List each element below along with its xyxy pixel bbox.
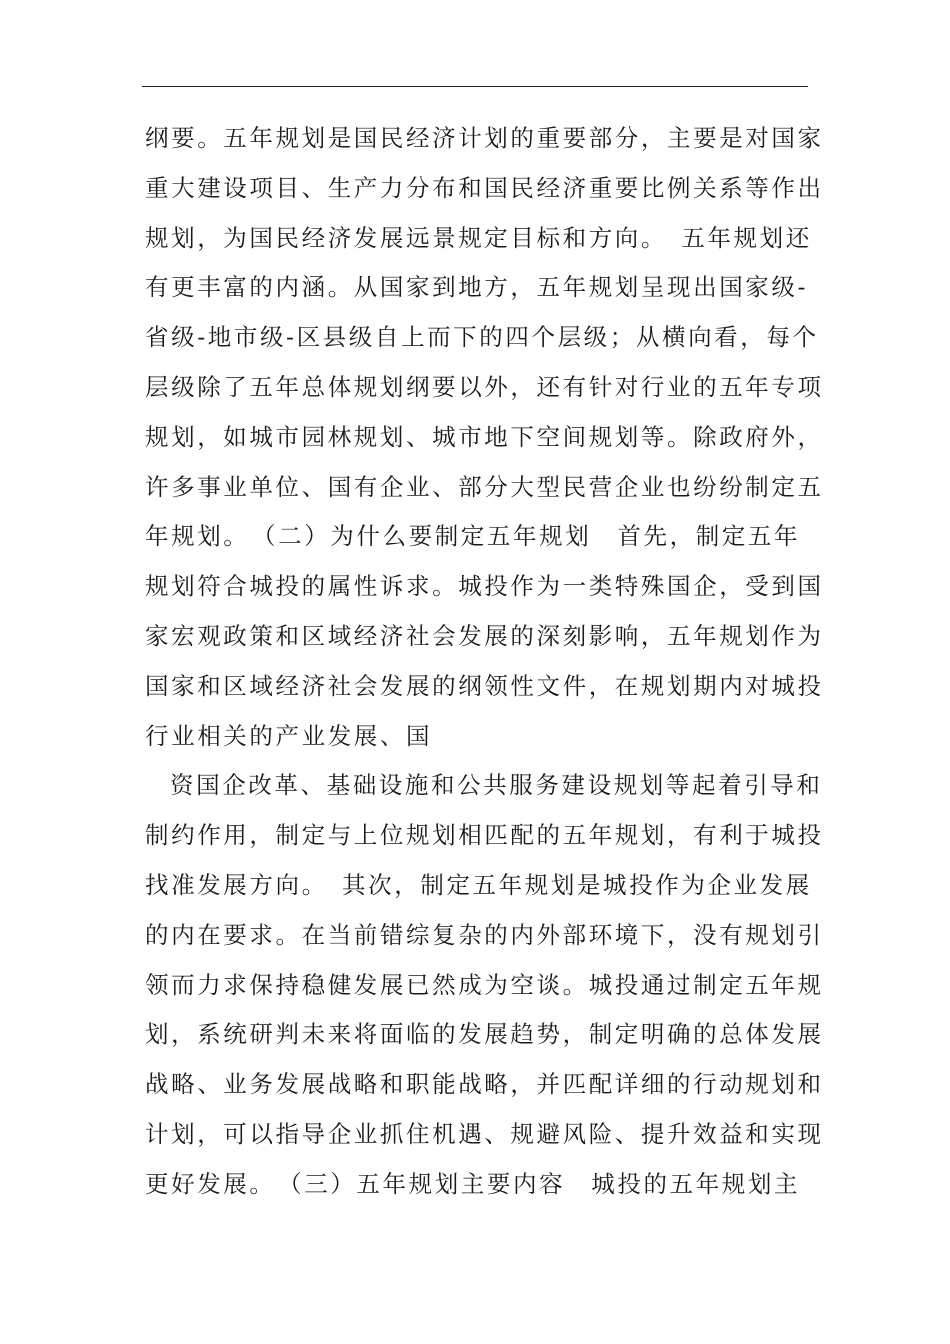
text-line: 规划符合城投的属性诉求。城投作为一类特殊国企，受到国	[145, 572, 824, 601]
body-text	[145, 114, 824, 1210]
text-line: 行业相关的产业发展、国	[145, 721, 433, 750]
text-line: 规划，为国民经济发展远景规定目标和方向。 五年规划还	[145, 223, 812, 252]
text-line: 纲要。五年规划是国民经济计划的重要部分，主要是对国家	[145, 124, 824, 152]
text-line: 年规划。 （二）为什么要制定五年规划 首先，制定五年	[145, 522, 801, 551]
text-line: 省级-地市级-区县级自上而下的四个层级；从横向看，每个	[145, 323, 819, 352]
text-line: 计划，可以指导企业抓住机遇、规避风险、提升效益和实现	[145, 1119, 824, 1148]
text-line: 战略、业务发展战略和职能战略，并匹配详细的行动规划和	[145, 1070, 824, 1099]
text-line: 规划，如城市园林规划、城市地下空间规划等。除政府外，	[145, 422, 824, 451]
text-line: 层级除了五年总体规划纲要以外，还有针对行业的五年专项	[145, 372, 824, 401]
text-line: 制约作用，制定与上位规划相匹配的五年规划，有利于城投	[145, 821, 824, 850]
text-line: 更好发展。 （三）五年规划主要内容 城投的五年规划主	[145, 1169, 801, 1198]
text-line: 家宏观政策和区域经济社会发展的深刻影响，五年规划作为	[145, 621, 824, 650]
text-line: 的内在要求。在当前错综复杂的内外部环境下，没有规划引	[145, 920, 824, 949]
text-line: 划，系统研判未来将面临的发展趋势，制定明确的总体发展	[145, 1020, 824, 1049]
text-line: 领而力求保持稳健发展已然成为空谈。城投通过制定五年规	[145, 970, 824, 999]
text-line: 重大建设项目、生产力分布和国民经济重要比例关系等作出	[145, 173, 824, 202]
text-line: 有更丰富的内涵。从国家到地方，五年规划呈现出国家级-	[145, 273, 809, 302]
text-line: 国家和区域经济社会发展的纲领性文件，在规划期内对城投	[145, 671, 824, 700]
text-line: 许多事业单位、国有企业、部分大型民营企业也纷纷制定五	[145, 472, 824, 501]
text-line: 找准发展方向。 其次，制定五年规划是城投作为企业发展	[145, 870, 812, 899]
text-line: 资国企改革、基础设施和公共服务建设规划等起着引导和	[170, 771, 823, 800]
header-rule	[142, 86, 808, 87]
